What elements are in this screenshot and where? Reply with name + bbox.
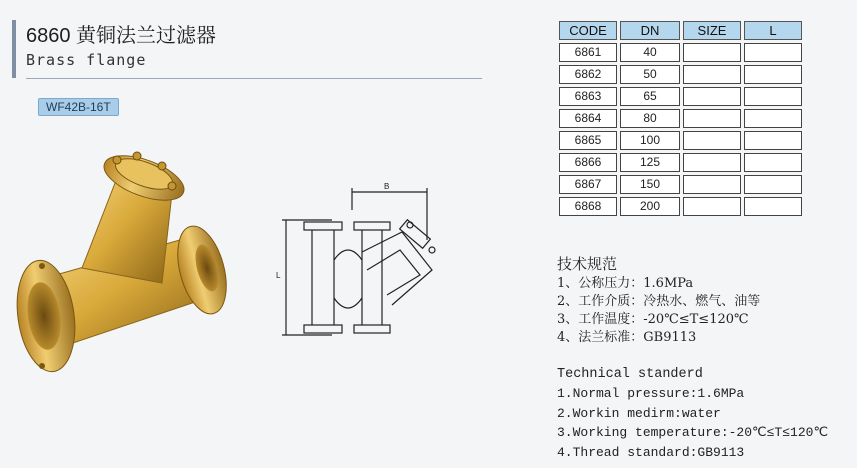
- spec-en-line: 4.Thread standard:GB9113: [557, 444, 745, 460]
- spec-en-section: [557, 365, 828, 462]
- cell-dn: 40: [620, 43, 680, 62]
- cell-dn: 65: [620, 87, 680, 106]
- spec-en-line: 2.Workin medirm:water: [557, 405, 721, 421]
- cell-dn: 150: [620, 175, 680, 194]
- cell-l: [744, 175, 802, 194]
- dimension-l-label: L: [276, 271, 281, 280]
- table-row: [559, 197, 802, 216]
- spec-en-line: 3.Working temperature:-20℃≤T≤120℃: [557, 425, 829, 440]
- cell-dn: 50: [620, 65, 680, 84]
- cell-dn: 100: [620, 131, 680, 150]
- spec-cn-line: 2、工作介质：冷热水、燃气、油等: [557, 294, 761, 309]
- cell-size: [683, 175, 741, 194]
- table-row: [559, 175, 802, 194]
- cell-code: 6868: [559, 197, 617, 216]
- cell-l: [744, 197, 802, 216]
- cell-code: 6861: [559, 43, 617, 62]
- header-dn: DN: [620, 21, 680, 40]
- cell-dn: 125: [620, 153, 680, 172]
- cell-size: [683, 43, 741, 62]
- product-subtitle: Brass flange: [26, 51, 147, 69]
- table-row: [559, 65, 802, 84]
- cell-l: [744, 43, 802, 62]
- size-table: [556, 18, 805, 219]
- cell-dn: 80: [620, 109, 680, 128]
- cell-l: [744, 87, 802, 106]
- cell-code: 6863: [559, 87, 617, 106]
- spec-cn-heading: 技术规范: [557, 255, 618, 273]
- spec-cn-line: 1、公称压力：1.6MPa: [557, 276, 694, 291]
- table-row: [559, 43, 802, 62]
- header-size: SIZE: [683, 21, 741, 40]
- cell-code: 6862: [559, 65, 617, 84]
- cell-dn: 200: [620, 197, 680, 216]
- spec-en-heading: Technical standerd: [557, 367, 703, 382]
- table-row: [559, 153, 802, 172]
- table-row: [559, 87, 802, 106]
- spec-cn-line: 4、法兰标准：GB9113: [557, 330, 697, 345]
- spec-en-line: 1.Normal pressure:1.6MPa: [557, 386, 745, 401]
- cell-code: 6866: [559, 153, 617, 172]
- model-badge: WF42B-16T: [38, 98, 119, 116]
- header-code: CODE: [559, 21, 617, 40]
- brass-strainer-image: [12, 148, 242, 388]
- cell-size: [683, 65, 741, 84]
- dimension-b-label: B: [384, 182, 390, 191]
- technical-drawing: [272, 180, 472, 345]
- cell-size: [683, 153, 741, 172]
- cell-code: 6867: [559, 175, 617, 194]
- cell-size: [683, 87, 741, 106]
- header-l: L: [744, 21, 802, 40]
- title-accent-bar: [12, 20, 16, 78]
- cell-size: [683, 109, 741, 128]
- cell-l: [744, 109, 802, 128]
- table-row: [559, 109, 802, 128]
- cell-l: [744, 153, 802, 172]
- table-header-row: [559, 21, 802, 40]
- spec-cn-line: 3、工作温度：-20℃≤T≤120℃: [557, 312, 749, 327]
- cell-size: [683, 197, 741, 216]
- cell-code: 6865: [559, 131, 617, 150]
- cell-l: [744, 65, 802, 84]
- cell-l: [744, 131, 802, 150]
- product-title: 6860 黄铜法兰过滤器: [26, 25, 217, 47]
- cell-code: 6864: [559, 109, 617, 128]
- title-divider: [26, 78, 482, 79]
- cell-size: [683, 131, 741, 150]
- table-row: [559, 131, 802, 150]
- spec-cn-section: [557, 253, 760, 347]
